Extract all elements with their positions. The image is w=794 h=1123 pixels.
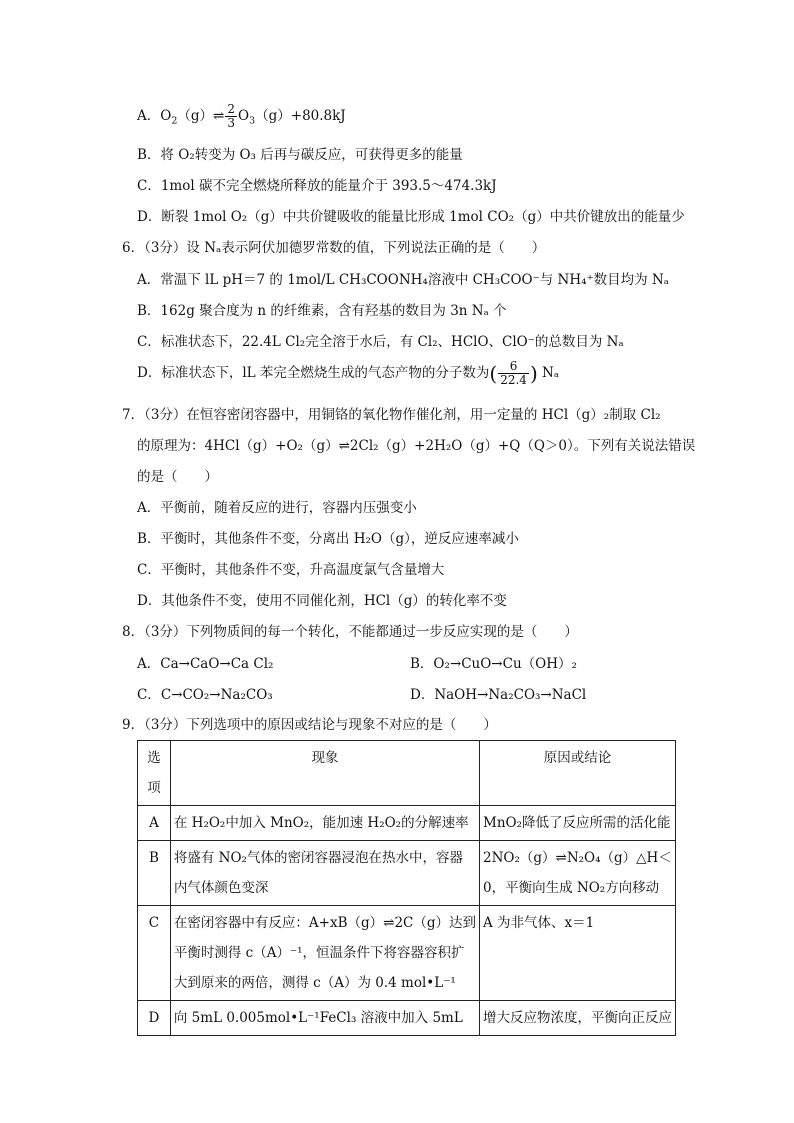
q5-option-c: C．1mol 碳不完全燃烧所释放的能量介于 393.5～474.3kJ [137,178,497,194]
q5-a-pre: A．O [137,108,172,124]
q6-option-c: C．标准状态下，22.4L Cl₂完全溶于水后，有 Cl₂、HClO、ClO⁻的总数目为 Nₐ [137,334,624,350]
row-phenomenon [170,841,479,906]
q8-option-c: C．C→CO₂→Na₂CO₃ [137,687,273,703]
row-text-line: 内气体颜色变深 [173,880,269,896]
q5-frac-num: 2 [227,102,235,116]
q6-stem: 6．（3分）设 Nₐ表示阿伏加德罗常数的值，下列说法正确的是（ ） [122,240,546,256]
row-reason [480,906,676,1001]
q7-option-b: B．平衡时，其他条件不变，分离出 H₂O（g），逆反应速率减小 [137,531,519,547]
row-text-line: 向 5mL 0.005mol•L⁻¹FeCl₃ 溶液中加入 5mL [173,1010,463,1026]
q7-stem-line1: 7．（3分）在恒容密闭容器中，用铜铬的氧化物作催化剂，用一定量的 HCl（g）₂制取 Cl₂ [122,407,661,423]
q8-option-d: D．NaOH→Na₂CO₃→NaCl [410,687,587,703]
table-header-reason: 原因或结论 [480,741,676,806]
table-row [138,806,676,841]
q5-option-b: B．将 O₂转变为 O₃ 后再与碳反应，可获得更多的能量 [137,147,463,163]
row-reason [480,841,676,906]
row-phenomenon [170,906,479,1001]
table-header-row [138,741,676,806]
q5-frac-den: 3 [227,116,235,130]
row-option: C [138,906,171,1001]
q9-stem: 9．（3分）下列选项中的原因或结论与现象不对应的是（ ） [122,717,497,733]
row-option: D [138,1001,171,1036]
q5-option-a: A．$O_2(g)\rightleftharpoons$ $\frac{2}{3}$ $O_3(g)+80.8kJ$ [137,102,346,130]
q5-option-d: D．断裂 1mol O₂（g）中共价键吸收的能量比形成 1mol CO₂（g）中共价键放出的能量少 [137,209,685,225]
q5-a-post: O [237,108,250,124]
row-text-line: 增大反应物浓度，平衡向正反应 [483,1010,672,1026]
table-header-option: 选项 [138,741,171,806]
q7-stem-line3: 的是（ ） [137,469,218,485]
row-reason [480,1001,676,1036]
q7-option-d: D．其他条件不变，使用不同催化剂，HCl（g）的转化率不变 [137,593,507,609]
q5-a-mid: （g）⇌ [177,108,225,124]
q7-stem-line2: 的原理为：4HCl（g）+O₂（g）⇌2Cl₂（g）+2H₂O（g）+Q（Q＞0）。下列有关说法错误 [137,438,696,454]
row-text-line: A 为非气体、x＝1 [483,915,595,931]
q8-option-b: B．O₂→CuO→Cu（OH）₂ [410,656,577,672]
q8-option-a: A．Ca→CaO→Ca Cl₂ [137,656,274,672]
q6-option-a: A．常温下 lL pH＝7 的 1mol/L CH₃COONH₄溶液中 CH₃COO⁻与 NH₄⁺数目均为 Nₐ [137,272,669,288]
row-option: B [138,841,171,906]
q6-fraction [498,360,529,387]
table-header-phenomenon: 现象 [170,741,479,806]
row-text-line: 在 H₂O₂中加入 MnO₂，能加速 H₂O₂的分解速率 [173,815,469,831]
row-text-line: 将盛有 NO₂气体的密闭容器浸泡在热水中，容器 [173,850,463,866]
table-row [138,906,676,1001]
row-option: A [138,806,171,841]
q7-option-a: A．平衡前，随着反应的进行，容器内压强变小 [137,500,417,516]
q6-option-d: D．标准状态下，lL 苯完全燃烧生成的气态产物的分子数为( $\frac{6}{22.4}$ ) Nₐ [137,359,560,387]
row-phenomenon [170,1001,479,1036]
table-row [138,1001,676,1036]
q5-a-tail: （g）+80.8kJ [255,108,346,124]
q6-option-b: B．162g 聚合度为 n 的纤维素，含有羟基的数目为 3n Nₐ 个 [137,303,507,319]
q5-fraction [225,103,237,130]
row-text-line: 大到原来的两倍，测得 c（A）为 0.4 mol•L⁻¹ [173,975,456,991]
q6-frac-num: 6 [498,360,529,374]
q7-option-c: C．平衡时，其他条件不变，升高温度氯气含量增大 [137,562,445,578]
row-text-line: 2NO₂（g）⇌N₂O₄（g）△H＜ [483,850,672,866]
q9-table [137,740,676,1036]
table-row [138,841,676,906]
row-reason [480,806,676,841]
q6-frac-den: 22.4 [500,373,527,387]
q6-d-post: Nₐ [542,365,560,381]
q8-stem: 8．（3分）下列物质间的每一个转化，不能都通过一步反应实现的是（ ） [122,624,578,640]
row-text-line: MnO₂降低了反应所需的活化能 [483,815,671,831]
q6-d-pre: D．标准状态下，lL 苯完全燃烧生成的气态产物的分子数为 [137,365,490,381]
row-text-line: 0，平衡向生成 NO₂方向移动 [483,880,660,896]
row-text-line: 平衡时测得 c（A）⁻¹，恒温条件下将容器容积扩 [173,945,465,961]
row-phenomenon [170,806,479,841]
row-text-line: 在密闭容器中有反应：A+xB（g）⇌2C（g）达到 [173,915,476,931]
